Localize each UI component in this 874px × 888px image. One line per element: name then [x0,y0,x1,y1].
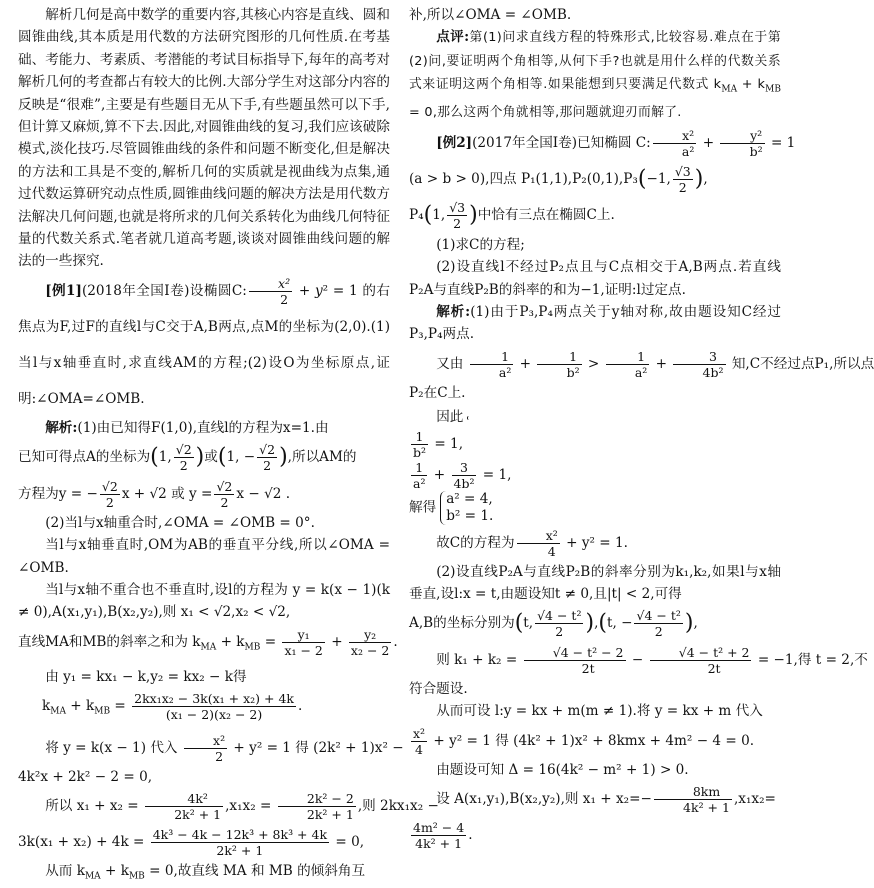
solution-1-line-8: 由 y₁ = kx₁ − k,y₂ = kx₂ − k得 [45,668,247,685]
solution-2-equation: 故C的方程为 $\frac{\text{x²}}{4}$ + y² = 1. [436,527,628,559]
solution-1-line-13: 3k(x₁ + x₂) + 4k = $\frac{\text{4k³ − 4k − 12k³ + 8k³ + 4k}}{\text{2k² + 1}}$ = 0, [18,827,365,859]
example-1-label: [例1] [45,282,82,299]
solution-1-line-5: 当l与x轴垂直时,OM为AB的垂直平分线,所以∠OMA = ∠OMB. [18,537,390,576]
solution-2-line-3: P₂在C上. [409,384,466,401]
solution-2-system: 因此 [409,404,781,428]
question-2: (2)设直线l不经过P₂点且与C点相交于A,B两点.若直线P₂A与直线P₂B的斜率的和为−1,证明:l过定点. [409,259,781,298]
solution-2-line-6: A,B的坐标分别为(t, $\frac{\text{√4 − t²}}{2}$ ),(t, − $\frac{\text{√4 − t²}}{2}$ ), [409,608,698,640]
solution-1-conclusion: 补,所以∠OMA = ∠OMB. [409,7,572,23]
question-1: (1)求C的方程; [436,236,525,253]
example-1-statement: [例1](2018年全国Ⅰ卷)设椭圆C: $\frac{\text{x²}}{2}$ + y² = 1 的右焦点为F,过F的直线l与C交于A,B两点,点M的坐标为(2,0).(1)当l与x轴垂直时,求直线AM的方程;(2)设O为坐标原点,证明:∠OMA=∠OMB. [18,275,390,407]
solution-2-line-9: 从而可设 l:y = kx + m(m ≠ 1).将 y = kx + m 代入 [436,703,763,720]
fraction: $\frac{\text{x²}}{2}$ [249,276,292,307]
solution-2-line-8: 符合题设. [409,680,468,697]
intro-paragraph: 解析几何是高中数学的重要内容,其核心内容是直线、圆和圆锥曲线,其本质是用代数的方法研究图形的几何性质.在考基础、考能力、考素质、考潜能的考试目标指导下,每年的高考对解析几何的考查都占有较大的比例.大部分学生对这部分内容的反映是“很难”,主要是有些题目无从下手,有些题虽然可以下手,但计算又麻烦,算不下去.因此,对圆锥曲线的复习,我们应该破除模式,淡化技巧.尽管圆锥曲线的条件和问题不断变化,但是解决的方法和工具是不变的,解析几何的实质就是视曲线为点集,通过代数运算研究动点性质,圆锥曲线问题的解决方法是用代数方法解决几何问题,也就是将所求的几何关系转化为曲线几何特征量的代数关系式.笔者就几道高考题,谈谈对圆锥曲线问题的解法的一些探究. [18,7,390,270]
right-column: 补,所以∠OMA = ∠OMB. 点评:第(1)问求直线方程的特殊形式,比较容易.难点在于第(2)问,要证明两个角相等,从何下手?也就是用什么样的代数关系式来证明这两个角相等.如果能想到只要满足代数式 $k_{MA} + k_{MB} = 0$,那么这两个角就相等,那问题就迎刃而解了. [例2](2017年全国Ⅰ卷)已知椭圆 C: $\frac{\text{x²}}{\text{a²}}$ + $\frac{\text{y²}}{\text{b²}}$ = 1 (a > b > 0),四点 P₁(1,1),P₂(0,1),P₃(−1, $\frac{√3}{2}$ ), P₄(1, $\frac{√3}{2}$ )中恰有三点在椭圆C上. (1)求C的方程; (2)设直线l不经过P₂点且与C点相交于A,B两点.若直线P₂A与直线P₂B的斜率的和为−1,证明:l过定点. 解析:(1)由于P₃,P₄两点关于y轴对称,故由题设知C经过P₃,P₄两点. 又由 $\frac{1}{\text{a²}}$ + $\frac{1}{\text{b²}}$ > $\frac{1}{\text{a²}}$ + $\frac{3}{\text{4b²}}$ 知,C不经过点P₁,所以点 P₂在C上. 因此 $\frac{1}{\text{b²}}$ = 1, $\frac{1}{\text{a²}}$ + $\frac{3}{\text{4b²}}$ = 1, 解得 a² = 4, b² = 1. 故C的方程为 $\frac{\text{x²}}{4}$ + y² = 1. (2)设直线P₂A与直线P₂B的斜率分别为k₁,k₂,如果l与x轴垂直,设l:x = t,由题设知t ≠ 0,且|t| < 2,可得 A,B的坐标分别为(t, $\frac{\text{√4 − t²}}{2}$ ),(t, − $\frac{\text{√4 − t²}}{2}$ ), 则 k₁ + k₂ = $\frac{\text{√4 − t² − 2}}{2t}$ − $\frac{\text{√4 − t² + 2}}{2t}$ = −1,得 t = 2,不 符合题设. 从而可设 l:y = kx + m(m ≠ 1).将 y = kx + m 代入 $\frac{\text{x²}}{4}$ + y² = 1 得 (4k² + 1)x² + 8kmx + 4m² − 4 = 0. 由题设可知 Δ = 16(4k² − m² + 1) > 0. 设 A(x₁,y₁),B(x₂,y₂),则 x₁ + x₂=− $\frac{8km}{\text{4k² + 1}}$ ,x₁x₂= $\frac{\text{4m² − 4}}{\text{4k² + 1}}$ . [409,4,781,853]
solution-2-line-12: 设 A(x₁,y₁),B(x₂,y₂),则 x₁ + x₂=− $\frac{8km}{\text{4k² + 1}}$ ,x₁x₂= [436,784,776,816]
solution-1-line-14: 从而 $k_{MA} + k_{MB} = 0$,故直线 MA 和 MB 的倾斜角互 [45,863,366,882]
example-2-line-1: [例2](2017年全国Ⅰ卷)已知椭圆 C: $\frac{\text{x²}}{\text{a²}}$ + $\frac{\text{y²}}{\text{b²}}$ = 1 [436,127,796,159]
solution-2-line-2: 又由 $\frac{1}{\text{a²}}$ + $\frac{1}{\text{b²}}$ > $\frac{1}{\text{a²}}$ + $\frac{3}{\text{4b²}}$ 知,C不经过点P₁,所以点 [436,348,874,380]
solution-1-line-4: (2)当l与x轴重合时,∠OMA = ∠OMB = 0°. [45,514,315,531]
solution-2-line-5: (2)设直线P₂A与直线P₂B的斜率分别为k₁,k₂,如果l与x轴垂直,设l:x = t,由题设知t ≠ 0,且|t| < 2,可得 [409,563,781,602]
solution-1-line-3: 方程为y = − $\frac{√2}{2}$ x + √2 或 y = $\frac{√2}{2}$ x − √2 . [18,478,291,510]
solution-1-line-9: $k_{MA} + k_{MB}$ = $\frac{\text{2kx₁x₂ − 3k(x₁ + x₂) + 4k}}{\text{(x₁ − 2)(x₂ − 2)}}$ . [42,690,303,722]
solution-1-line-6: 当l与x轴不重合也不垂直时,设l的方程为 y = k(x − 1)(k ≠ 0),A(x₁,y₁),B(x₂,y₂),则 x₁ < √2,x₂ < √2, [18,582,390,621]
solution-1-line-11: 4k²x + 2k² − 2 = 0, [18,768,153,785]
example-2-label: [例2] [436,134,473,151]
solution-1-line-1: 解析:(1)由已知得F(1,0),直线l的方程为x=1.由 [45,419,329,436]
solution-2-line-1: 解析:(1)由于P₃,P₄两点关于y轴对称,故由题设知C经过P₃,P₄两点. [409,303,781,343]
comment-paragraph: 点评:第(1)问求直线方程的特殊形式,比较容易.难点在于第(2)问,要证明两个角相等,从何下手?也就是用什么样的代数关系式来证明这两个角相等.如果能想到只要满足代数式 $k_{MA} + k_{MB} = 0$,那么这两个角就相等,那问题就迎刃而解了. [409,29,782,121]
solution-2-line-13: $\frac{\text{4m² − 4}}{\text{4k² + 1}}$ . [413,820,473,852]
example-2-line-2: (a > b > 0),四点 P₁(1,1),P₂(0,1),P₃(−1, $\frac{√3}{2}$ ), [409,163,708,195]
solution-2-line-7: 则 k₁ + k₂ = $\frac{\text{√4 − t² − 2}}{2t}$ − $\frac{\text{√4 − t² + 2}}{2t}$ = −1,得 t = 2,不 [436,644,868,676]
solution-1-line-2: 已知可得点A的坐标为(1, $\frac{√2}{2}$ )或(1, − $\frac{√2}{2}$ ),所以AM的 [18,442,357,474]
solution-1-line-12: 所以 x₁ + x₂ = $\frac{\text{4k²}}{\text{2k² + 1}}$ ,x₁x₂ = $\frac{\text{2k² − 2}}{\text{2k² + 1}}$ ,则 2kx₁x₂ − [45,791,439,823]
solution-2-line-10: $\frac{\text{x²}}{4}$ + y² = 1 得 (4k² + 1)x² + 8kmx + 4m² − 4 = 0. [413,725,755,757]
solution-1-line-10: 将 y = k(x − 1) 代入 $\frac{\text{x²}}{2}$ + y² = 1 得 (2k² + 1)x² − [45,732,404,764]
solution-2-line-11: 由题设可知 Δ = 16(4k² − m² + 1) > 0. [436,761,689,778]
example-2-line-3: P₄(1, $\frac{√3}{2}$ )中恰有三点在椭圆C上. [409,200,615,232]
solution-1-line-7: 直线MA和MB的斜率之和为 $k_{MA} + k_{MB}$ = $\frac{\text{y₁}}{\text{x₁ − 2}}$ + $\frac{\text{y₂}}{\text{x₂ − 2}}$ . [18,626,398,658]
